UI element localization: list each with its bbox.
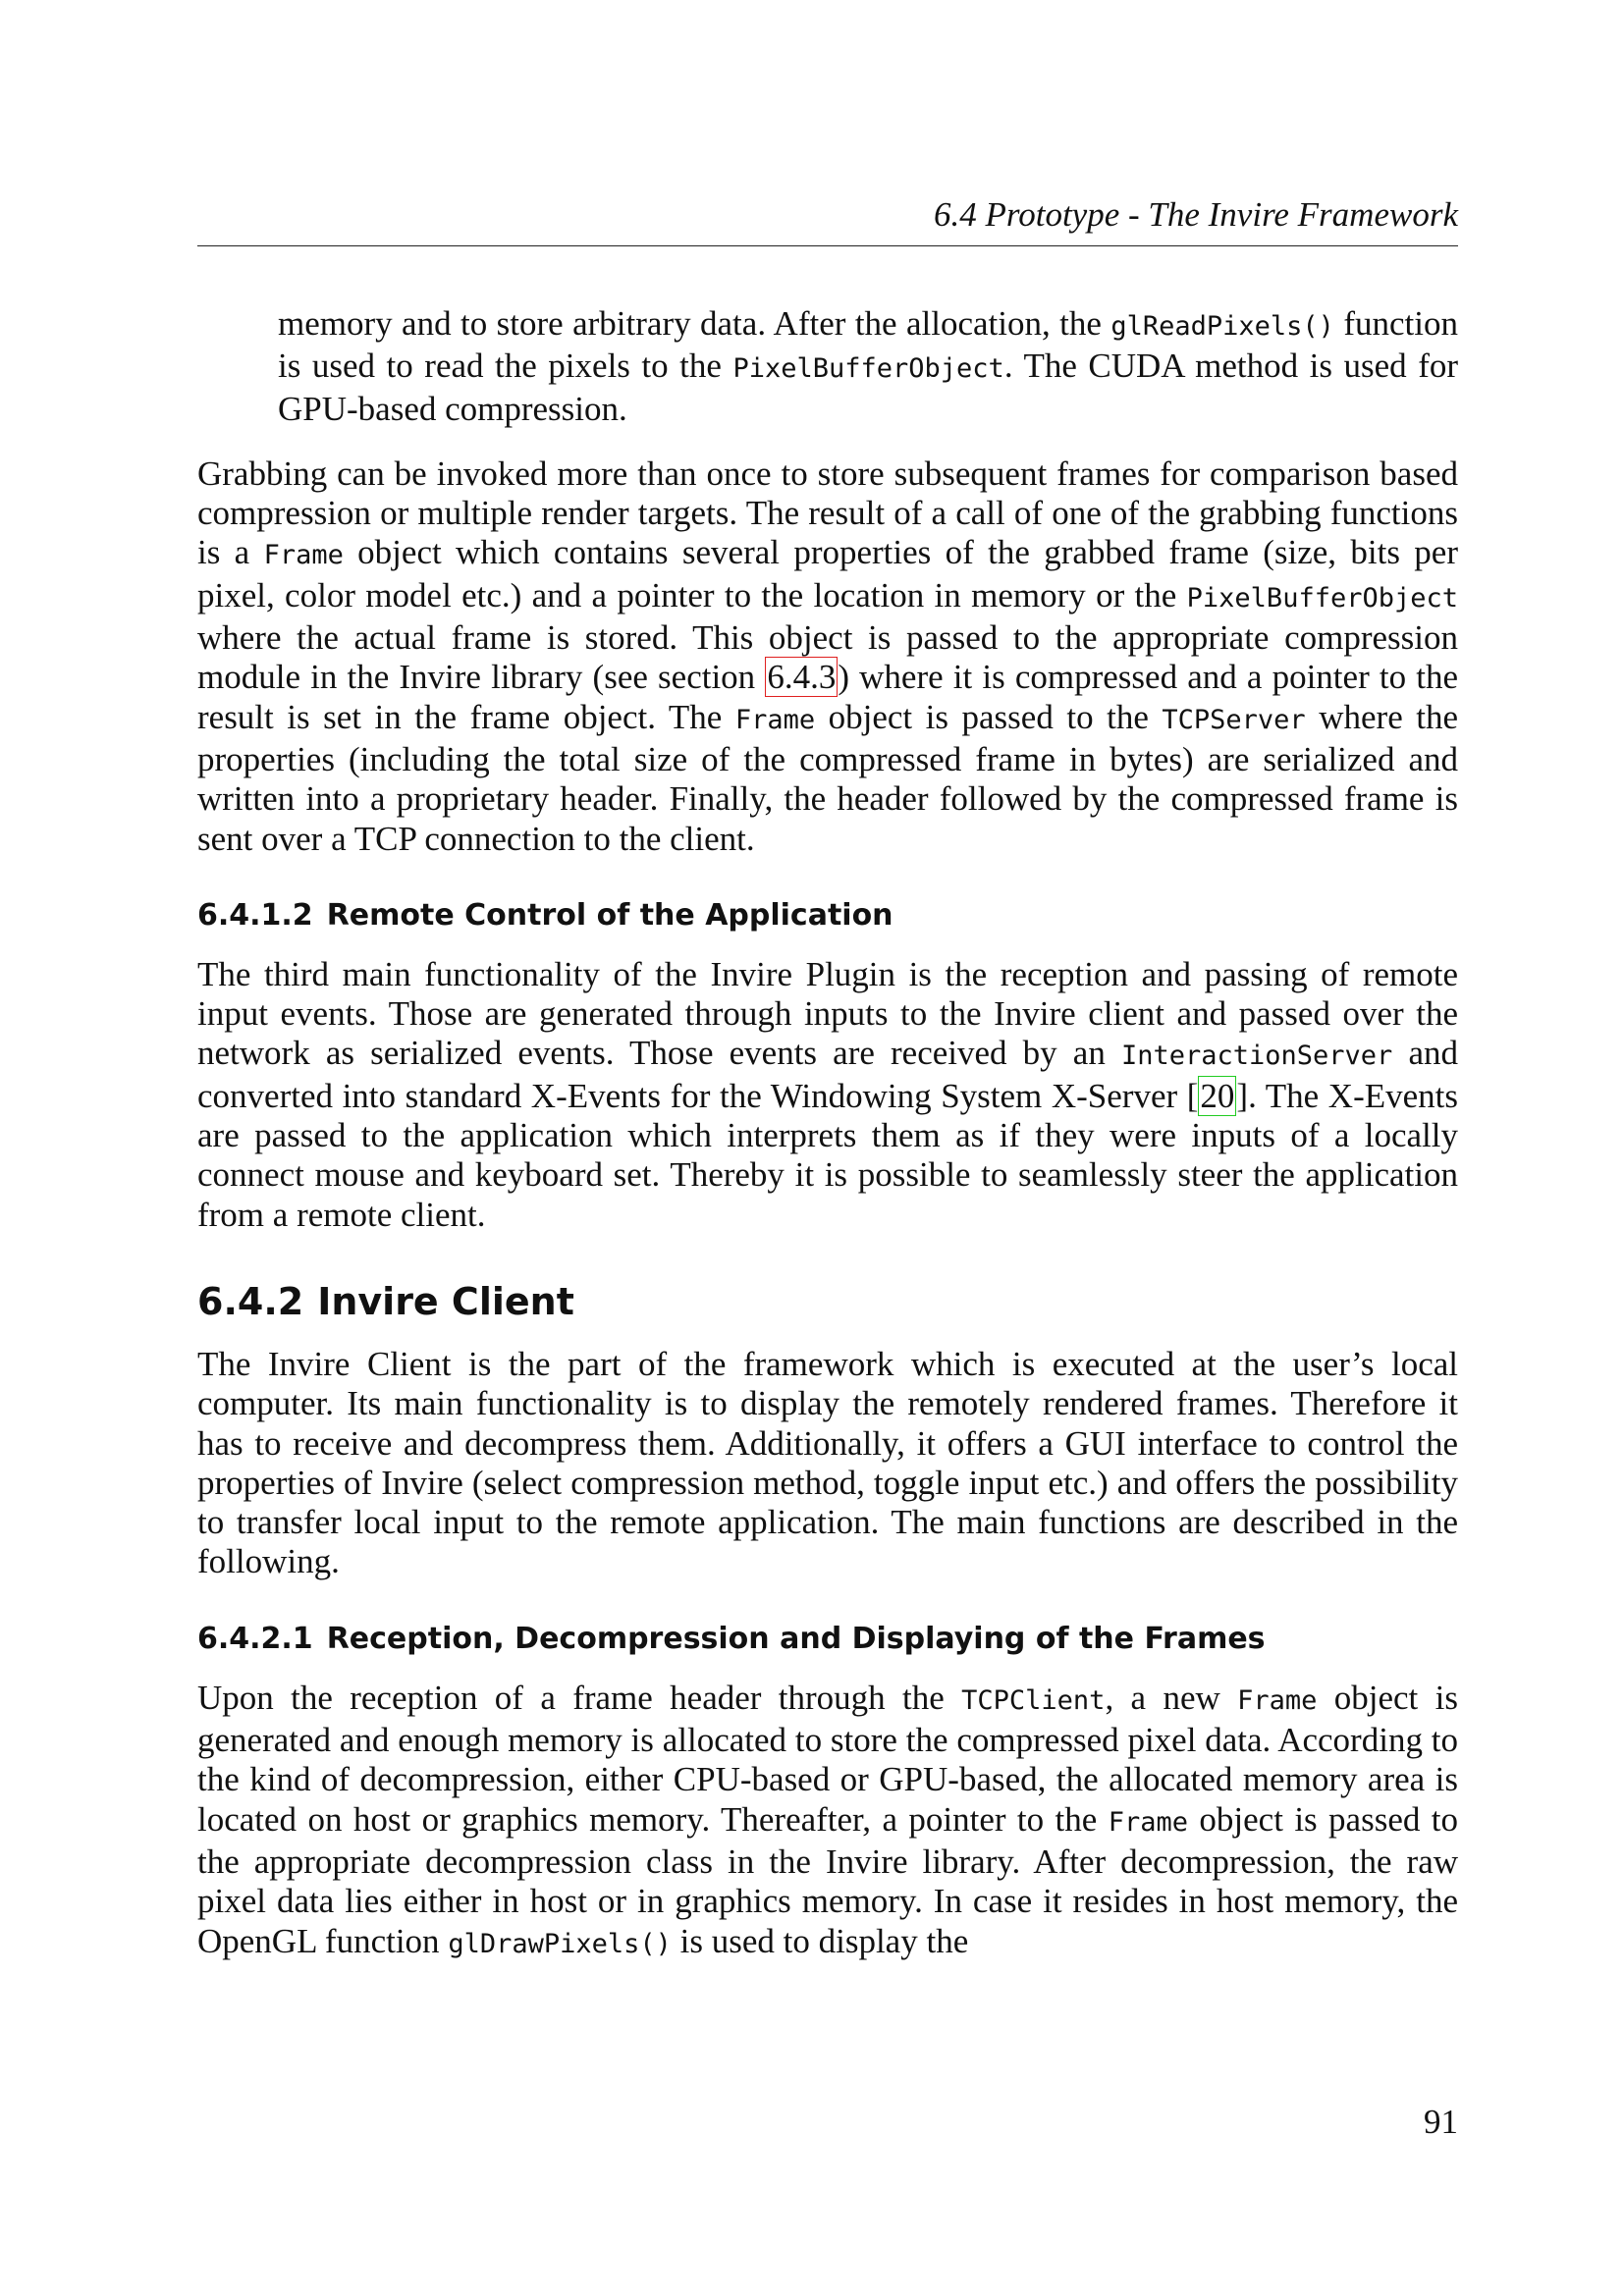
code-tcpclient: TCPClient — [961, 1684, 1106, 1716]
code-glreadpixels: glReadPixels() — [1110, 311, 1334, 342]
code-gldrawpixels: glDrawPixels() — [448, 1928, 672, 1959]
subsubsection-heading-reception: 6.4.2.1 Reception, Decompression and Displaying of the Frames — [197, 1621, 1266, 1656]
paragraph-remote-control: The third main functionality of the Invire Plugin is the reception and passing of remote input events. Those are generated through inputs to the Invire client and passed over the network as serialized events. Those events are received by an InteractionServer and converted into standard X-Events for the Windowing System X-Server [20]. The X-Events are passed to the application which interprets them as if they were inputs of a locally connect mouse and keyboard set. Thereby it is possible to seamlessly steer the application from a remote client. — [197, 954, 1458, 1234]
citation-link[interactable]: 20 — [1200, 1076, 1235, 1115]
code-tcpserver: TCPServer — [1162, 704, 1306, 735]
paragraph-grabbing: Grabbing can be invoked more than once to store subsequent frames for comparison based compression or multiple render targets. The result of a call of one of the grabbing functions is a Frame object which contains several properties of the grabbed frame (size, bits per pixel, color model etc.) and a pointer to the location in memory or the PixelBufferObject where the actual frame is stored. This object is passed to the appropriate compression module in the Invire library (see section 6.4.3) where it is compressed and a pointer to the result is set in the frame object. The Frame object is passed to the TCPServer where the properties (including the total size of the compressed frame in bytes) are serialized and written into a proprietary header. Finally, the header followed by the compressed frame is sent over a TCP connection to the client. — [197, 454, 1459, 858]
code-pixelbufferobject: PixelBufferObject — [1186, 582, 1458, 614]
page-body — [197, 304, 1458, 1964]
subsection-heading-invire-client: 6.4.2 Invire Client — [197, 1279, 574, 1323]
subsubsection-heading-remote-control: 6.4.1.2 Remote Control of the Application — [197, 897, 893, 933]
code-frame: Frame — [1237, 1684, 1318, 1716]
paragraph-invire-client: The Invire Client is the part of the framework which is executed at the user’s local computer. Its main functionality is to display the remotely rendered frames. Therefore it has to receive and decompress them. Additionally, it offers a GUI interface to control the properties of Invire (select compression method, toggle input etc.) and offers the possibility to transfer local input to the remote application. The main functions are described in the following. — [197, 1344, 1458, 1581]
header-rule — [197, 245, 1458, 246]
page-number: 91 — [1424, 2103, 1458, 2141]
running-header: 6.4 Prototype - The Invire Framework — [934, 195, 1458, 234]
code-frame: Frame — [734, 704, 816, 735]
paragraph-grab-continuation: memory and to store arbitrary data. After the allocation, the glReadPixels() function is used to read the pixels to the PixelBufferObject. The CUDA method is used for GPU-based compression. — [278, 304, 1458, 428]
code-interactionserver: InteractionServer — [1120, 1041, 1393, 1072]
paragraph-reception: Upon the reception of a frame header through the TCPClient, a new Frame object is generated and enough memory is allocated to store the compressed pixel data. According to the kind of decompression, either CPU-based or GPU-based, the allocated memory area is located on host or graphics memory. Thereafter, a pointer to the Frame object is passed to the appropriate decompression class in the Invire library. After decompression, the raw pixel data lies either in host or in graphics memory. In case it resides in host memory, the OpenGL function glDrawPixels() is used to display the — [197, 1678, 1458, 1960]
code-frame: Frame — [1108, 1806, 1188, 1838]
section-ref-link[interactable]: 6.4.3 — [767, 658, 837, 697]
code-pixelbufferobject: PixelBufferObject — [732, 353, 1004, 385]
code-frame: Frame — [263, 540, 344, 571]
